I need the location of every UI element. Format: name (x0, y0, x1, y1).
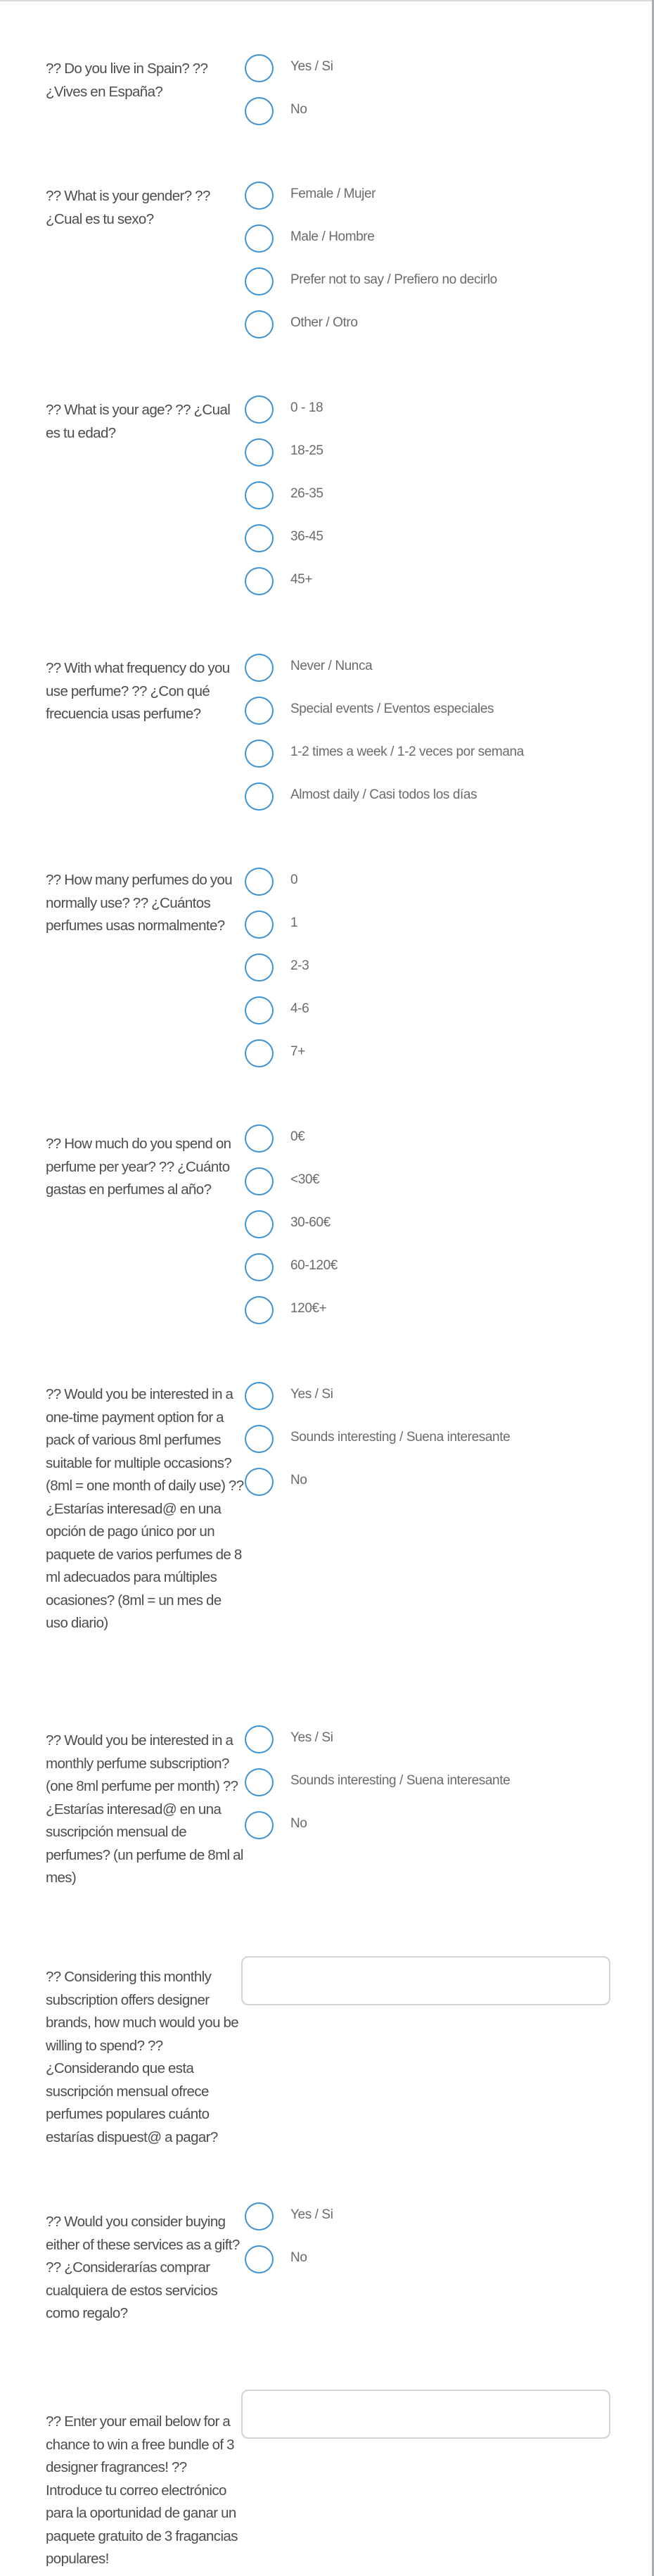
radio-option-120-plus-eur[interactable] (245, 1296, 338, 1339)
email-input[interactable] (241, 2390, 610, 2439)
option-label: Almost daily / Casi todos los días (290, 787, 477, 802)
radio-circle-icon[interactable] (245, 54, 274, 82)
radio-circle-icon[interactable] (245, 1210, 274, 1238)
option-label: 1-2 times a week / 1-2 veces por semana (290, 744, 524, 759)
radio-group (245, 1382, 510, 1511)
radio-circle-icon[interactable] (245, 953, 274, 982)
option-label: 30-60€ (290, 1215, 331, 1230)
radio-option-sounds-interesting[interactable] (245, 1768, 510, 1811)
radio-option-weekly[interactable] (245, 740, 524, 782)
radio-circle-icon[interactable] (245, 310, 274, 338)
option-label: No (290, 1816, 307, 1831)
option-label: Prefer not to say / Prefiero no decirlo (290, 272, 497, 287)
radio-option-yes[interactable] (245, 2202, 333, 2245)
option-label: Yes / Si (290, 1387, 333, 1402)
radio-circle-icon[interactable] (245, 697, 274, 725)
radio-option-yes[interactable] (245, 54, 333, 97)
radio-option-45-plus[interactable] (245, 567, 323, 610)
radio-option-female[interactable] (245, 182, 497, 224)
radio-option-4-6[interactable] (245, 996, 309, 1039)
question-label: ?? Would you consider buying either of these services as a gift? ?? ¿Considerarías comprar cualquiera de estos servicios como regalo? (46, 2214, 240, 2321)
option-label: 4-6 (290, 1001, 309, 1016)
option-label: No (290, 102, 307, 117)
option-label: 0€ (290, 1129, 305, 1144)
option-label: 36-45 (290, 529, 323, 544)
radio-group (245, 2202, 333, 2288)
question-label: ?? What is your gender? ?? ¿Cual es tu sexo? (46, 188, 210, 227)
radio-circle-icon[interactable] (245, 1425, 274, 1453)
radio-option-2-3[interactable] (245, 953, 309, 996)
radio-option-almost-daily[interactable] (245, 782, 524, 825)
option-label: 26-35 (290, 486, 323, 501)
question-label: ?? How much do you spend on perfume per year? ?? ¿Cuánto gastas en perfumes al año? (46, 1136, 231, 1198)
radio-group (245, 1725, 510, 1854)
question-label: ?? Considering this monthly subscription offers designer brands, how much would you be willing to spend? ?? ¿Considerando que esta suscripción mensual ofrece perfumes populares cuánto estarías dispuest@ a pagar? (46, 1969, 239, 2145)
option-label: No (290, 1473, 307, 1487)
option-label: Other / Otro (290, 315, 358, 330)
radio-group (245, 654, 524, 825)
radio-circle-icon[interactable] (245, 182, 274, 210)
question-label: ?? Enter your email below for a chance to win a free bundle of 3 designer fragrances! ?? Introduce tu correo electrónico para la oportunidad de ganar un paquete gratuito de 3 fragancias populares! (46, 2413, 238, 2567)
radio-group (245, 182, 497, 353)
radio-circle-icon[interactable] (245, 740, 274, 768)
radio-circle-icon[interactable] (245, 1768, 274, 1796)
radio-option-sounds-interesting[interactable] (245, 1425, 510, 1468)
radio-circle-icon[interactable] (245, 1296, 274, 1324)
radio-circle-icon[interactable] (245, 2245, 274, 2273)
radio-option-18-25[interactable] (245, 438, 323, 481)
radio-option-no[interactable] (245, 2245, 333, 2288)
radio-circle-icon[interactable] (245, 1039, 274, 1067)
radio-circle-icon[interactable] (245, 1382, 274, 1410)
radio-option-30-60-eur[interactable] (245, 1210, 338, 1253)
radio-circle-icon[interactable] (245, 1725, 274, 1753)
option-label: 0 - 18 (290, 400, 323, 415)
question-label: ?? Would you be interested in a one-time payment option for a pack of various 8ml perfumes suitable for multiple occasions? (8ml = one month of daily use) ?? ¿Estarías interesad@ en una opción de pago único por un paquete de varios perfumes de 8 ml adecuados para múltiples ocasiones? (8ml = un mes de uso diario) (46, 1386, 244, 1631)
radio-circle-icon[interactable] (245, 1167, 274, 1195)
radio-option-36-45[interactable] (245, 524, 323, 567)
option-label: Sounds interesting / Suena interesante (290, 1430, 511, 1445)
option-label: 120€+ (290, 1301, 327, 1316)
radio-option-7-plus[interactable] (245, 1039, 309, 1082)
option-label: Special events / Eventos especiales (290, 702, 494, 716)
option-label: 1 (290, 915, 298, 930)
radio-group (245, 54, 333, 140)
radio-option-male[interactable] (245, 224, 497, 267)
radio-circle-icon[interactable] (245, 438, 274, 467)
option-label: 45+ (290, 572, 313, 587)
option-label: Male / Hombre (290, 229, 375, 244)
option-label: 2-3 (290, 958, 309, 973)
option-label: 7+ (290, 1044, 305, 1059)
option-label: Never / Nunca (290, 659, 373, 673)
radio-circle-icon[interactable] (245, 267, 274, 296)
radio-option-yes[interactable] (245, 1725, 510, 1768)
option-label: Yes / Si (290, 59, 333, 74)
radio-circle-icon[interactable] (245, 2202, 274, 2231)
option-label: Female / Mujer (290, 186, 376, 201)
radio-circle-icon[interactable] (245, 1468, 274, 1496)
radio-circle-icon[interactable] (245, 1811, 274, 1839)
radio-circle-icon[interactable] (245, 782, 274, 811)
radio-circle-icon[interactable] (245, 97, 274, 125)
question-label: ?? With what frequency do you use perfume? ?? ¿Con qué frecuencia usas perfume? (46, 660, 230, 722)
question-label: ?? Do you live in Spain? ?? ¿Vives en España? (46, 61, 208, 100)
radio-option-0-eur[interactable] (245, 1124, 338, 1167)
question-label: ?? How many perfumes do you normally use? ?? ¿Cuántos perfumes usas normalmente? (46, 872, 233, 934)
radio-option-1[interactable] (245, 911, 309, 953)
radio-option-26-35[interactable] (245, 481, 323, 524)
radio-option-under-30-eur[interactable] (245, 1167, 338, 1210)
radio-circle-icon[interactable] (245, 911, 274, 939)
radio-circle-icon[interactable] (245, 1253, 274, 1281)
radio-circle-icon[interactable] (245, 654, 274, 682)
radio-option-yes[interactable] (245, 1382, 510, 1425)
radio-option-no[interactable] (245, 1811, 510, 1854)
option-label: 60-120€ (290, 1258, 338, 1273)
option-label: Yes / Si (290, 1730, 333, 1745)
option-label: 18-25 (290, 443, 323, 458)
question-label: ?? What is your age? ?? ¿Cual es tu edad? (46, 402, 231, 441)
radio-option-never[interactable] (245, 654, 524, 697)
radio-circle-icon[interactable] (245, 1124, 274, 1153)
radio-group (245, 868, 309, 1082)
radio-option-other[interactable] (245, 310, 497, 353)
question-label: ?? Would you be interested in a monthly perfume subscription? (one 8ml perfume per month) ?? ¿Estarías interesad@ en una suscripción mensual de perfumes? (un perfume de 8ml al mes) (46, 1732, 243, 1886)
option-label: No (290, 2250, 307, 2265)
option-label: Sounds interesting / Suena interesante (290, 1773, 511, 1788)
top-border (0, 0, 654, 1)
radio-option-no[interactable] (245, 97, 333, 140)
radio-circle-icon[interactable] (245, 524, 274, 552)
radio-circle-icon[interactable] (245, 224, 274, 253)
radio-option-60-120-eur[interactable] (245, 1253, 338, 1296)
option-label: <30€ (290, 1172, 320, 1187)
radio-circle-icon[interactable] (245, 868, 274, 896)
option-label: Yes / Si (290, 2207, 333, 2222)
radio-circle-icon[interactable] (245, 567, 274, 595)
radio-option-0-18[interactable] (245, 395, 323, 438)
radio-option-no[interactable] (245, 1468, 510, 1511)
radio-circle-icon[interactable] (245, 395, 274, 424)
radio-option-0[interactable] (245, 868, 309, 911)
radio-circle-icon[interactable] (245, 481, 274, 509)
willing-to-spend-input[interactable] (241, 1956, 610, 2005)
radio-circle-icon[interactable] (245, 996, 274, 1024)
radio-group (245, 1124, 338, 1339)
radio-option-special-events[interactable] (245, 697, 524, 740)
option-label: 0 (290, 873, 298, 887)
radio-group (245, 395, 323, 610)
radio-option-prefer-not-to-say[interactable] (245, 267, 497, 310)
